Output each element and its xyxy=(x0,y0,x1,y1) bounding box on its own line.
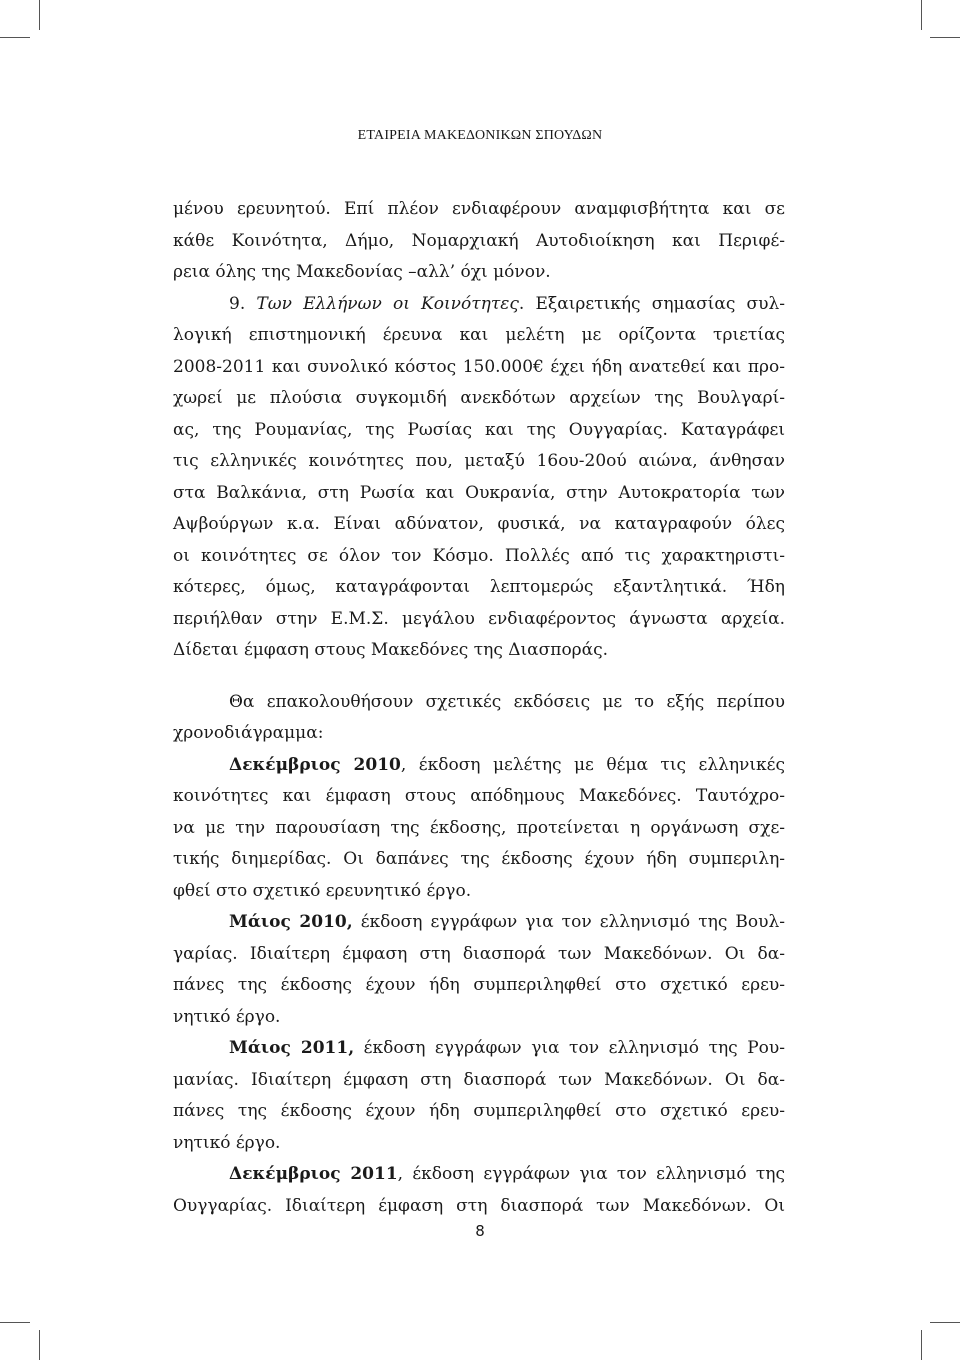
body-text xyxy=(173,194,785,1222)
text-line: νητικό έργο. xyxy=(173,1132,281,1153)
schedule-text: , έκδοση μελέτης με θέμα τις ελληνικές xyxy=(400,754,786,775)
crop-mark-top-left-h xyxy=(0,37,30,38)
item-text: . Εξαιρετικής σημασίας συλ- xyxy=(518,293,785,314)
crop-mark-bottom-right-v xyxy=(921,1330,922,1360)
paragraph-gap xyxy=(173,667,785,687)
text-line: λογική επιστημονική έρευνα και μελέτη με ορίζοντα τριετίας xyxy=(173,325,785,345)
text-line: νητικό έργο. xyxy=(173,1006,281,1027)
text-line: τις ελληνικές κοινότητες που, μεταξύ 16ου-20ού αιώνα, άνθησαν xyxy=(173,451,785,471)
text-line: πάνες της έκδοσης έχουν ήδη συμπεριληφθεί στο σχετικό ερευ- xyxy=(173,975,785,995)
crop-mark-bottom-left-v xyxy=(39,1330,40,1360)
text-line: στα Βαλκάνια, στη Ρωσία και Ουκρανία, στην Αυτοκρατορία των xyxy=(173,482,785,503)
running-header: ΕΤΑΙΡΕΙΑ ΜΑΚΕΔΟΝΙΚΩΝ ΣΠΟΥΔΩΝ xyxy=(357,128,603,143)
crop-mark-top-right-h xyxy=(930,37,960,38)
schedule-text: , έκδοση εγγράφων για τον ελληνισμό της xyxy=(397,1164,785,1184)
schedule-date: Μάιος 2011, xyxy=(229,1038,355,1058)
schedule-text: έκδοση εγγράφων για τον ελληνισμό της Βουλ- xyxy=(352,912,786,932)
crop-mark-top-left-v xyxy=(39,0,40,30)
text-line: πάνες της έκδοσης έχουν ήδη συμπεριληφθεί στο σχετικό ερευ- xyxy=(173,1101,785,1121)
text-line: χρονοδιάγραμμα: xyxy=(173,723,324,743)
schedule-date: Μάιος 2010, xyxy=(229,912,353,932)
text-line: Ουγγαρίας. Ιδιαίτερη έμφαση στη διασπορά των Μακεδόνων. Οι xyxy=(173,1195,785,1216)
text-line: ρεια όλης της Μακεδονίας –αλλ’ όχι μόνον. xyxy=(173,262,551,282)
text-line: χωρεί με πλούσια συγκομιδή ανεκδότων αρχείων της Βουλγαρί- xyxy=(173,388,785,408)
schedule-text: έκδοση εγγράφων για τον ελληνισμό της Ρου- xyxy=(354,1038,785,1058)
item-number: 9. xyxy=(229,293,257,314)
schedule-entry-line xyxy=(173,1159,785,1191)
text-line: γαρίας. Ιδιαίτερη έμφαση στη διασπορά των Μακεδόνων. Οι δα- xyxy=(173,943,785,964)
text-line: Αψβούργων κ.α. Είναι αδύνατον, φυσικά, να καταγραφούν όλες xyxy=(173,514,785,534)
text-line: ας, της Ρουμανίας, της Ρωσίας και της Ουγγαρίας. Καταγράφει xyxy=(173,419,785,440)
text-line: φθεί στο σχετικό ερευνητικό έργο. xyxy=(173,880,472,901)
text-line: μένου ερευνητού. Επί πλέον ενδιαφέρουν αναμφισβήτητα και σε xyxy=(173,199,785,219)
schedule-entry-line xyxy=(173,1033,785,1065)
text-line: μανίας. Ιδιαίτερη έμφαση στη διασπορά των Μακεδόνων. Οι δα- xyxy=(173,1069,785,1090)
crop-mark-bottom-left-h xyxy=(0,1322,30,1323)
text-line: τικής διημερίδας. Οι δαπάνες της έκδοσης έχουν ήδη συμπεριλη- xyxy=(173,849,785,869)
text-line: οι κοινότητες σε όλον τον Κόσμο. Πολλές από τις χαρακτηριστι- xyxy=(173,545,785,566)
text-line: 2008-2011 και συνολικό κόστος 150.000€ έχει ήδη ανατεθεί και προ- xyxy=(173,356,785,377)
numbered-item-line xyxy=(173,289,785,321)
schedule-entry-line xyxy=(173,907,785,939)
crop-mark-top-right-v xyxy=(921,0,922,30)
schedule-entry-line xyxy=(173,750,785,782)
schedule-date: Δεκέμβριος 2010 xyxy=(229,754,401,775)
item-title: Των Ελλήνων οι Κοινότητες xyxy=(256,293,519,314)
text-line: Θα επακολουθήσουν σχετικές εκδόσεις με το εξής περίπου xyxy=(229,691,785,712)
crop-mark-bottom-right-h xyxy=(930,1322,960,1323)
text-line: περιήλθαν στην Ε.Μ.Σ. μεγάλου ενδιαφέροντος άγνωστα αρχεία. xyxy=(173,608,785,629)
text-line: κάθε Κοινότητα, Δήμο, Νομαρχιακή Αυτοδιοίκηση και Περιφέ- xyxy=(173,230,785,251)
schedule-date: Δεκέμβριος 2011 xyxy=(229,1164,398,1184)
text-line: Δίδεται έμφαση στους Μακεδόνες της Διασποράς. xyxy=(173,640,609,660)
page-number: 8 xyxy=(475,1222,485,1240)
text-line: κότερες, όμως, καταγράφονται λεπτομερώς εξαντλητικά. Ήδη xyxy=(173,577,785,597)
text-line: κοινότητες και έμφαση στους απόδημους Μακεδόνες. Ταυτόχρο- xyxy=(173,786,785,806)
text-line: να με την παρουσίαση της έκδοσης, προτείνεται η οργάνωση σχε- xyxy=(173,817,785,838)
